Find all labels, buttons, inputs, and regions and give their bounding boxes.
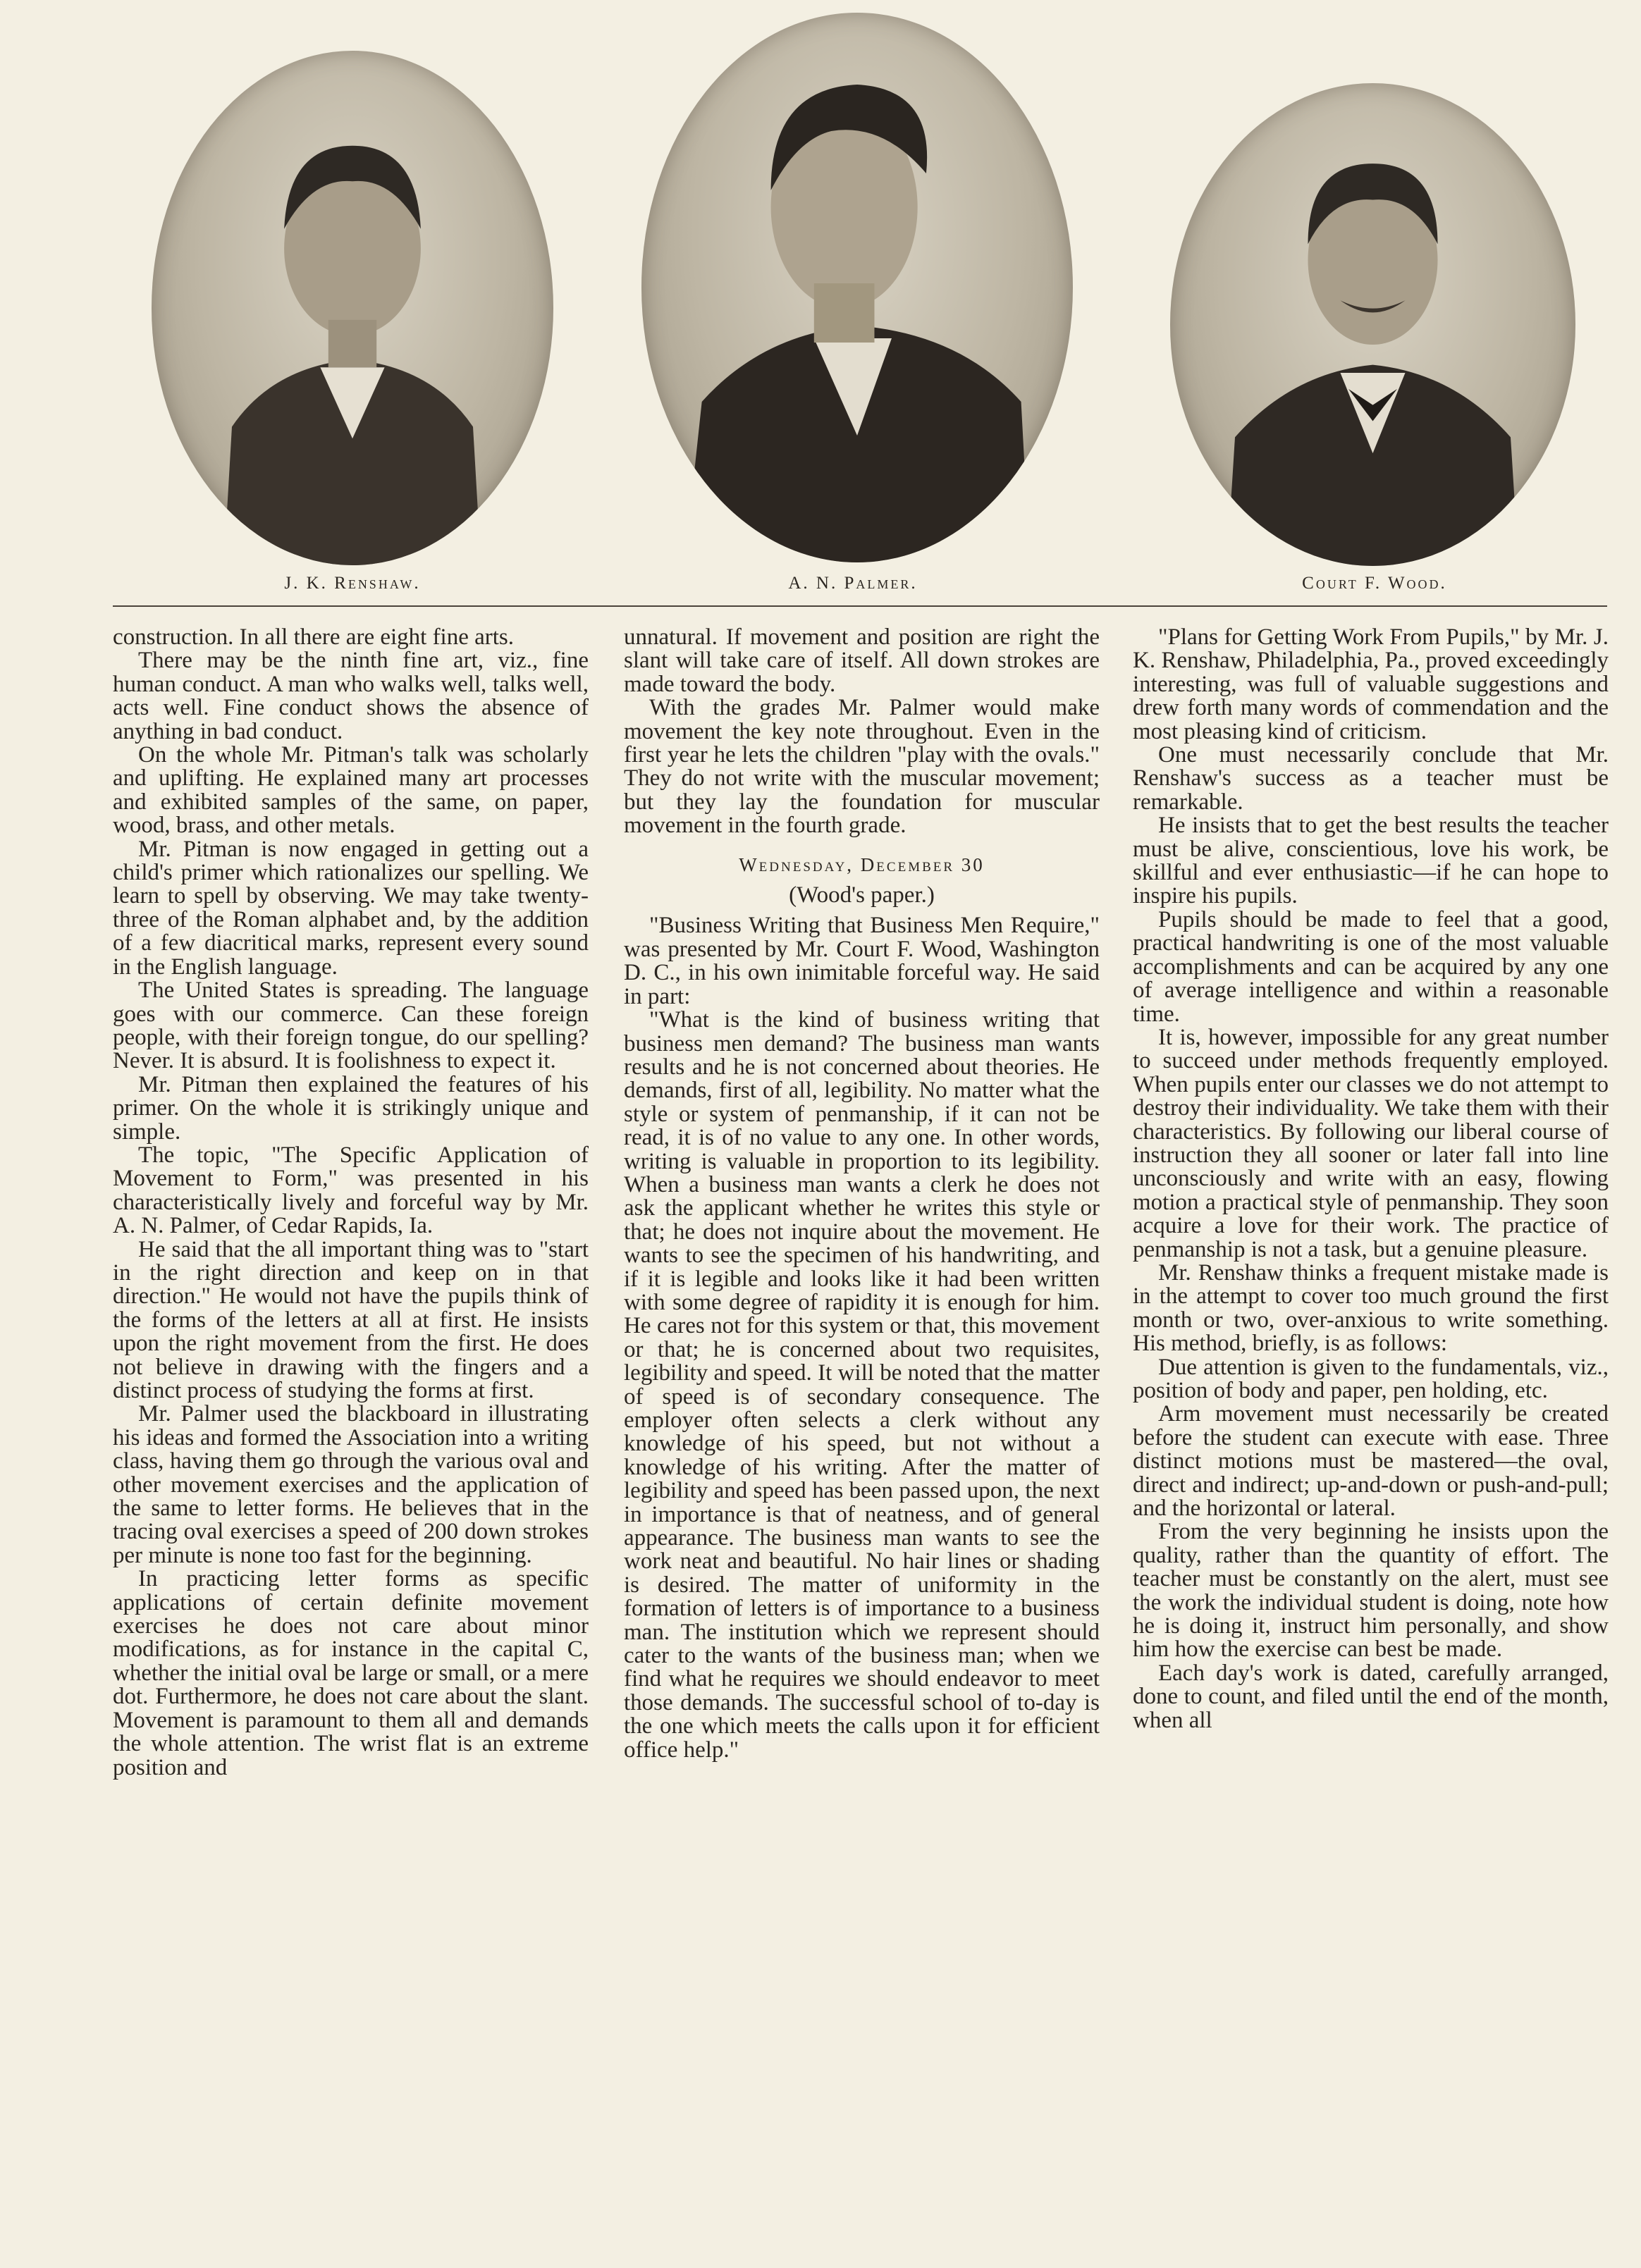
text-column-3 <box>1133 626 1609 1732</box>
section-subheading: (Wood's paper.) <box>789 882 935 908</box>
paragraph: Pupils should be made to feel that a good, practical handwriting is one of the most valuable accomplishments and can be acquired by any one of average intelligence and within a reasonable time. <box>1133 906 1609 1027</box>
portrait-palmer <box>641 13 1073 562</box>
paragraph: The topic, "The Specific Application of Movement to Form," was presented in his characteristically lively and forceful way by Mr. A. N. Palmer, of Cedar Rapids, Ia. <box>113 1142 589 1239</box>
header-divider <box>113 605 1607 607</box>
paragraph: It is, however, impossible for any great number to succeed under methods frequently employed. When pupils enter our classes we do not attempt to destroy their individuality. We take them with their characteristics. By following our liberal course of instruction they all sooner or later fall into line unconsciously and write with an easy, flowing motion a practical style of penmanship. They soon acquire a love for their work. The practice of penmanship is not a task, but a genuine pleasure. <box>1133 1024 1609 1262</box>
paragraph: Arm movement must necessarily be created before the student can execute with ease. Three distinct motions must be mastered—the oval, direct and indirect; up-and-down or push-and-pull; and the horizontal or lateral. <box>1133 1401 1609 1522</box>
paragraph: "Business Writing that Business Men Require," was presented by Mr. Court F. Wood, Washington D. C., in his own inimitable forceful way. He said in part: <box>624 913 1100 1009</box>
portrait-wood <box>1170 83 1575 566</box>
paragraph: Mr. Palmer used the blackboard in illustrating his ideas and formed the Association into a writing class, having them go through the various oval and other movement exercises and the application of the same to letter forms. He believes that in the tracing oval exercises a speed of 200 down strokes per minute is none too fast for the beginning. <box>113 1401 589 1568</box>
paragraph: There may be the ninth fine art, viz., fine human conduct. A man who walks well, talks well, acts well. Fine conduct shows the absence of anything in bad conduct. <box>113 648 589 744</box>
caption-renshaw: J. K. Renshaw. <box>284 574 421 593</box>
paragraph: The United States is spreading. The language goes with our commerce. Can these foreign people, with their foreign tongue, do our spelling? Never. It is absurd. It is foolishness to expect it. <box>113 978 589 1074</box>
text-column-1 <box>113 626 589 1780</box>
paragraph: Due attention is given to the fundamentals, viz., position of body and paper, pen holding, etc. <box>1133 1354 1609 1403</box>
paragraph: Mr. Renshaw thinks a frequent mistake made is in the attempt to cover too much ground the first month or two, over-anxious to write something. His method, briefly, is as follows: <box>1133 1259 1609 1357</box>
portrait-renshaw <box>152 51 553 565</box>
paragraph: Mr. Pitman then explained the features of his primer. On the whole it is strikingly unique and simple. <box>113 1071 589 1145</box>
paragraph: He said that the all important thing was to "start in the right direction and keep on in that direction." He would not have the pupils think of the forms of the letters at all at first. He insists upon the right movement from the first. He does not believe in drawing with the fingers and a distinct process of studying the forms at first. <box>113 1236 589 1403</box>
paragraph: construction. In all there are eight fine arts. <box>113 624 515 650</box>
paragraph: On the whole Mr. Pitman's talk was scholarly and uplifting. He explained many art processes and exhibited samples of the same, on paper, wood, brass, and other metals. <box>113 742 589 839</box>
caption-palmer: A. N. Palmer. <box>788 574 918 593</box>
paragraph: He insists that to get the best results the teacher must be alive, conscientious, love his work, be skillful and ever enthusiastic—if he can hope to inspire his pupils. <box>1133 813 1609 909</box>
paragraph: In practicing letter forms as specific applications of certain definite movement exercises he does not care about minor modifications, as for instance in the capital C, whether the initial oval be large or small, or a mere dot. Furthermore, he does not care about the slant. Movement is paramount to them all and demands the whole attention. The wrist flat is an extreme position and <box>113 1566 589 1780</box>
caption-wood: Court F. Wood. <box>1302 574 1447 593</box>
paragraph: "What is the kind of business writing that business men demand? The business man wants results and he is not concerned about theories. He demands, first of all, legibility. No matter what the style or system of penmanship, if it can not be read, it is of no value to any one. In other words, writing is valuable in proportion to its legibility. When a business man wants a clerk he does not ask the applicant whether he writes this style or that; he does not inquire about the movement. He wants to see the specimen of his handwriting, and if it is legible and looks like it had been written with some degree of rapidity it is enough for him. He cares not for this system or that, this movement or that; he is concerned about two requisites, legibility and speed. It will be noted that the matter of speed is of secondary consequence. The employer often selects a clerk without any knowledge of his speed, but not without a knowledge of his writing. After the matter of legibility and speed has been passed upon, the next in importance is that of neatness, and of general appearance. The business man wants to see the work neat and beautiful. No hair lines or shading is desired. The matter of uniformity in the formation of letters is of importance to a business man. The institution which we represent should cater to the wants of the business man; when we find what he requires we should endeavor to meet those demands. The successful school of to-day is the one which meets the calls upon it for efficient office help." <box>624 1007 1100 1763</box>
paragraph: Mr. Pitman is now engaged in getting out a child's primer which rationalizes our spelling. We learn to spell by observing. We may take twenty-three of the Roman alphabet and, by the addition of a few diacritical marks, represent every sound in the English language. <box>113 836 589 980</box>
paragraph: One must necessarily conclude that Mr. Renshaw's success as a teacher must be remarkable. <box>1133 742 1609 815</box>
paragraph: unnatural. If movement and position are right the slant will take care of itself. All down strokes are made toward the body. <box>624 624 1100 697</box>
text-column-2 <box>624 626 1100 1762</box>
paragraph: "Plans for Getting Work From Pupils," by Mr. J. K. Renshaw, Philadelphia, Pa., proved exceedingly interesting, was full of valuable suggestions and drew forth many words of commendation and the most pleasing kind of criticism. <box>1133 624 1609 744</box>
section-heading: Wednesday, December 30 <box>739 853 985 875</box>
paragraph: From the very beginning he insists upon the quality, rather than the quantity of effort. The teacher must be constantly on the alert, must see the work the individual student is doing, note how he is doing it, instruct him personally, and show him how the exercise can best be made. <box>1133 1519 1609 1663</box>
paragraph: Each day's work is dated, carefully arranged, done to count, and filed until the end of the month, when all <box>1133 1660 1609 1733</box>
paragraph: With the grades Mr. Palmer would make movement the key note throughout. Even in the first year he lets the children "play with the ovals." They do not write with the muscular movement; but they lay the foundation for muscular movement in the fourth grade. <box>624 695 1100 839</box>
